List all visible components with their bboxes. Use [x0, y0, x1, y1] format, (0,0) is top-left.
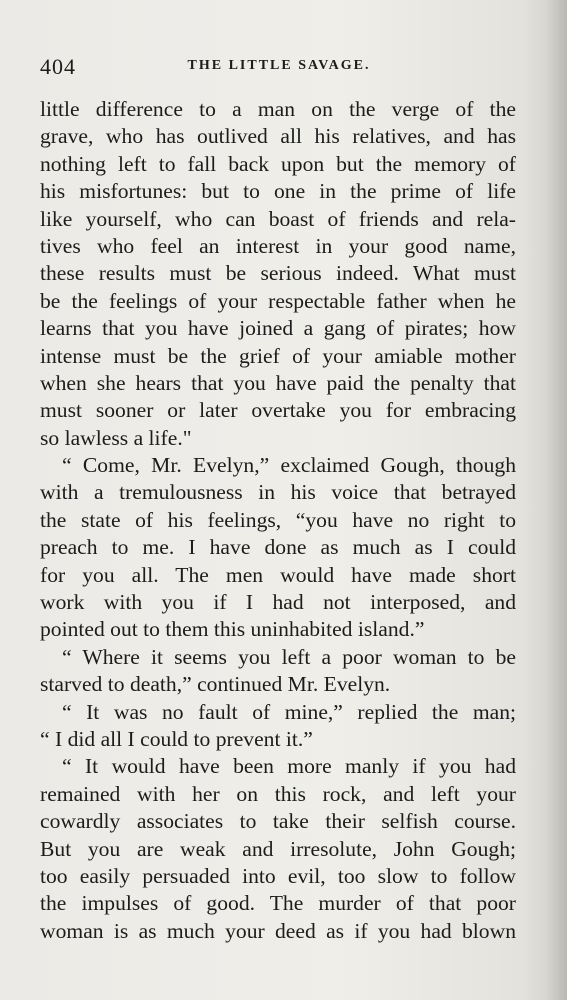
text-line: these results must be serious indeed. What must: [40, 261, 516, 286]
page-number: 404: [40, 54, 76, 79]
text-line: the impulses of good. The murder of that poor: [40, 891, 516, 916]
page-edge-shadow: [545, 0, 567, 1000]
text-line: with a tremulousness in his voice that betrayed: [40, 480, 516, 505]
text-line: so lawless a life.": [40, 425, 192, 450]
text-line: nothing left to fall back upon but the memory of: [40, 151, 516, 176]
text-line: woman is as much your deed as if you had blown: [40, 918, 516, 943]
text-line: when she hears that you have paid the penalty that: [40, 370, 516, 395]
text-line: tives who feel an interest in your good name,: [40, 233, 516, 258]
text-line: starved to death,” continued Mr. Evelyn.: [40, 672, 391, 697]
text-line: like yourself, who can boast of friends and rela-: [40, 206, 516, 231]
text-line: cowardly associates to take their selfish course.: [40, 809, 516, 834]
text-line: little difference to a man on the verge of the: [40, 97, 516, 121]
text-line: the state of his feelings, “you have no right to: [40, 507, 516, 532]
page-header: [40, 54, 518, 84]
text-line: be the feelings of your respectable father when he: [40, 288, 516, 313]
text-line: “ It was no fault of mine,” replied the man;: [62, 699, 516, 724]
text-line: “ I did all I could to prevent it.”: [40, 726, 313, 751]
text-line: “ It would have been more manly if you had: [62, 754, 516, 779]
text-line: But you are weak and irresolute, John Gough;: [40, 836, 516, 861]
running-title: THE LITTLE SAVAGE.: [187, 58, 371, 73]
text-line: preach to me. I have done as much as I could: [40, 535, 516, 560]
text-line: remained with her on this rock, and left your: [40, 781, 516, 806]
text-line: too easily persuaded into evil, too slow to follow: [40, 863, 516, 888]
text-line: pointed out to them this uninhabited island.”: [40, 617, 425, 642]
text-line: grave, who has outlived all his relatives, and has: [40, 124, 516, 149]
text-line: “ Come, Mr. Evelyn,” exclaimed Gough, though: [62, 453, 516, 478]
text-line: learns that you have joined a gang of pirates; how: [40, 316, 516, 341]
text-line: for you all. The men would have made short: [40, 562, 516, 587]
text-line: intense must be the grief of your amiable mother: [40, 343, 516, 368]
body-text: [40, 96, 516, 945]
text-line: “ Where it seems you left a poor woman to be: [62, 644, 516, 669]
text-line: work with you if I had not interposed, and: [40, 590, 516, 615]
text-line: his misfortunes: but to one in the prime of life: [40, 179, 516, 204]
text-line: must sooner or later overtake you for embracing: [40, 398, 516, 423]
